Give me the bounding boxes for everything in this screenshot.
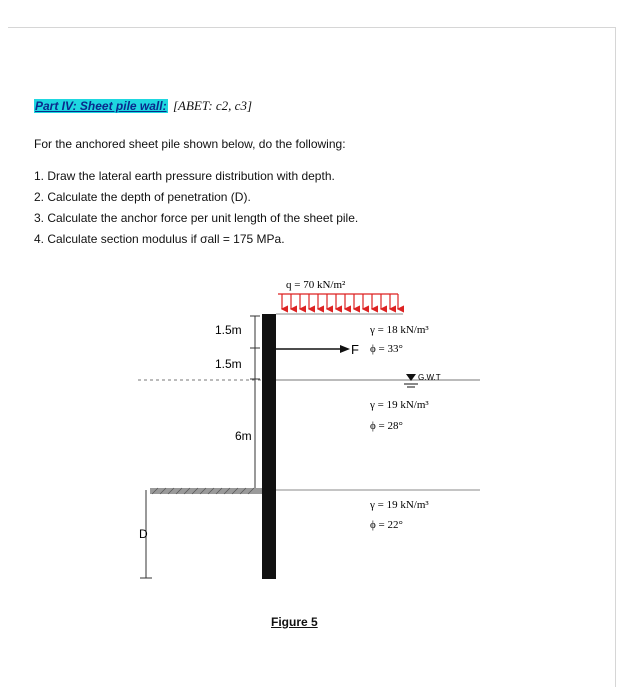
surcharge-label: q = 70 kN/m² [286, 279, 346, 291]
task-item-section-modulus: 4. Calculate section modulus if σall = 175 MPa. [34, 232, 285, 246]
part-title: Part IV: Sheet pile wall: [35, 99, 167, 113]
layer3-unit-weight: γ = 19 kN/m³ [370, 499, 429, 511]
dim-middle-label: 6m [235, 429, 252, 443]
sheet-pile [262, 314, 276, 579]
layer2-unit-weight: γ = 19 kN/m³ [370, 399, 429, 411]
gwt-label: G.W.T [418, 373, 441, 382]
layer1-unit-weight: γ = 18 kN/m³ [370, 324, 429, 336]
surcharge-load [278, 294, 398, 309]
figure-caption: Figure 5 [271, 615, 318, 629]
task-item: 1. Draw the lateral earth pressure distribution with depth. [34, 169, 335, 183]
task-item: 3. Calculate the anchor force per unit length of the sheet pile. [34, 211, 359, 225]
anchor-force-label: F [351, 342, 359, 357]
layer3-friction-angle: ϕ = 22° [370, 519, 403, 531]
dimension-lines [140, 316, 260, 578]
task-item: 2. Calculate the depth of penetration (D). [34, 190, 251, 204]
dim-depth-label: D [139, 527, 148, 541]
intro-text: For the anchored sheet pile shown below, do the following: [34, 137, 346, 151]
dim-top-label: 1.5m [215, 323, 242, 337]
dim-anchor-label: 1.5m [215, 357, 242, 371]
layer2-friction-angle: ϕ = 28° [370, 420, 403, 432]
abet-tag: [ABET: c2, c3] [172, 98, 253, 113]
anchor-arrow-icon [340, 345, 350, 353]
layer1-friction-angle: ϕ = 33° [370, 343, 403, 355]
